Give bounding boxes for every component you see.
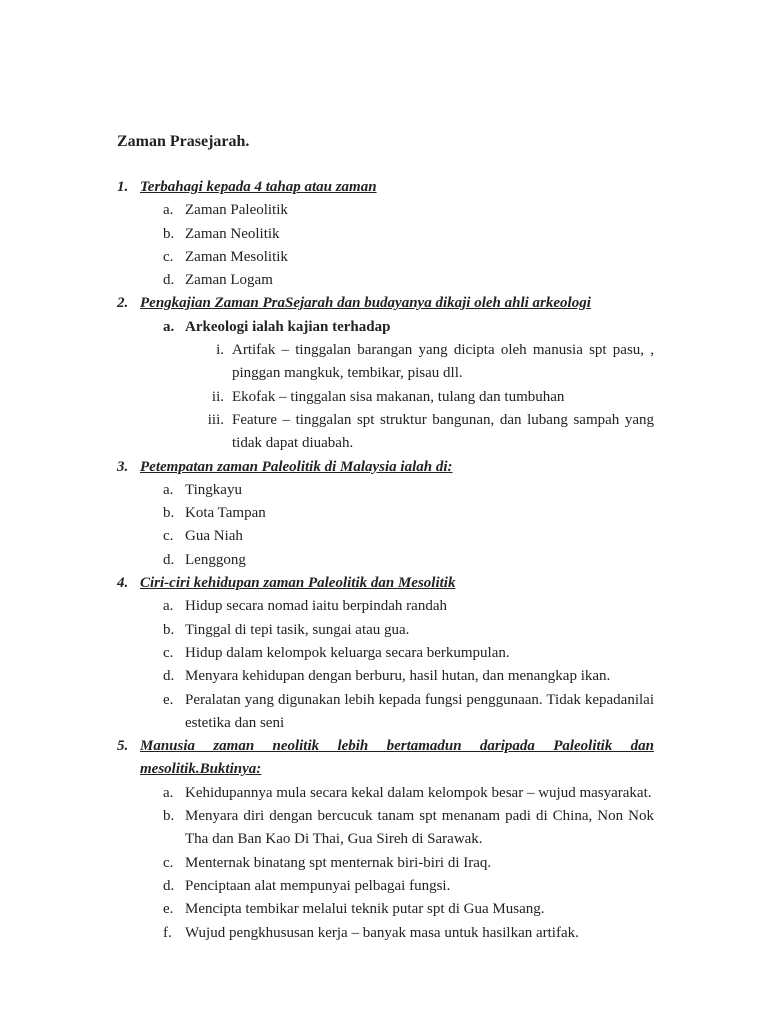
item-numeral: i. xyxy=(216,342,224,359)
list-item xyxy=(140,852,654,875)
list-item xyxy=(140,898,654,921)
sub-list xyxy=(140,782,654,945)
item-letter: f. xyxy=(163,924,172,941)
item-text: Lenggong xyxy=(185,551,246,568)
item-text: Tinggal di tepi tasik, sungai atau gua. xyxy=(185,621,410,638)
item-letter: e. xyxy=(163,901,174,918)
item-letter: b. xyxy=(163,621,175,638)
item-text: Hidup secara nomad iaitu berpindah randah xyxy=(185,598,447,615)
roman-list xyxy=(140,339,654,455)
list-item xyxy=(140,525,654,548)
list-item xyxy=(140,316,654,456)
item-text: Kehidupannya mula secara kekal dalam kelompok besar – wujud masyarakat. xyxy=(185,784,652,801)
item-text: Kota Tampan xyxy=(185,505,266,522)
item-letter: d. xyxy=(163,668,175,685)
item-text: Feature – tinggalan spt struktur bangunan, dan lubang sampah yang tidak dapat diuabah. xyxy=(232,411,654,452)
item-text: Penciptaan alat mempunyai pelbagai fungsi. xyxy=(185,877,451,894)
section-number: 5. xyxy=(117,738,129,755)
section-3 xyxy=(117,456,654,572)
section-2 xyxy=(117,292,654,455)
section-1 xyxy=(117,176,654,292)
section-heading: Terbahagi kepada 4 tahap atau zaman xyxy=(140,179,377,195)
item-text: Wujud pengkhususan kerja – banyak masa untuk hasilkan artifak. xyxy=(185,924,579,941)
item-text: Zaman Logam xyxy=(185,272,273,289)
section-number: 3. xyxy=(117,458,129,475)
item-letter: b. xyxy=(163,505,175,522)
item-text: Menyara diri dengan bercucuk tanam spt menanam padi di China, Non Nok Tha dan Ban Kao Di Thai, Gua Sireh di Sarawak. xyxy=(185,808,654,848)
item-letter: c. xyxy=(163,528,174,545)
list-item xyxy=(140,339,654,386)
list-item xyxy=(140,782,654,805)
item-letter: d. xyxy=(163,272,175,289)
list-item xyxy=(140,549,654,572)
item-text: Mencipta tembikar melalui teknik putar spt di Gua Musang. xyxy=(185,901,545,918)
item-letter: c. xyxy=(163,854,174,871)
sub-list xyxy=(140,479,654,572)
list-item xyxy=(140,502,654,525)
item-text: Gua Niah xyxy=(185,528,243,545)
item-letter: a. xyxy=(163,318,175,335)
sub-list xyxy=(140,595,654,735)
document-body xyxy=(117,176,654,945)
item-text: Zaman Neolitik xyxy=(185,225,280,242)
section-5 xyxy=(117,735,654,945)
section-number: 1. xyxy=(117,179,129,195)
section-number: 2. xyxy=(117,295,129,312)
item-text: Menyara kehidupan dengan berburu, hasil hutan, dan menangkap ikan. xyxy=(185,668,611,685)
list-item xyxy=(140,595,654,618)
item-letter: a. xyxy=(163,598,174,615)
item-text: Peralatan yang digunakan lebih kepada fungsi penggunaan. Tidak kepadanilai estetika dan seni xyxy=(185,691,654,731)
item-letter: c. xyxy=(163,644,174,661)
document-title: Zaman Prasejarah. xyxy=(117,133,250,150)
list-item xyxy=(140,246,654,269)
sub-list xyxy=(140,199,654,292)
item-letter: a. xyxy=(163,202,174,219)
section-heading: Manusia zaman neolitik lebih bertamadun daripada Paleolitik dan mesolitik.Buktinya: xyxy=(140,738,654,778)
list-item xyxy=(140,922,654,945)
list-item xyxy=(140,409,654,456)
item-letter: d. xyxy=(163,551,175,568)
section-number: 4. xyxy=(117,575,129,592)
list-item xyxy=(140,689,654,736)
item-text: Zaman Mesolitik xyxy=(185,248,288,265)
item-letter: b. xyxy=(163,225,175,242)
item-text: Artifak – tinggalan barangan yang dicipta oleh manusia spt pasu, , pinggan mangkuk, tembikar, pisau dll. xyxy=(232,342,654,382)
item-text: Ekofak – tinggalan sisa makanan, tulang dan tumbuhan xyxy=(232,388,565,405)
sub-list xyxy=(140,316,654,456)
item-text: Tingkayu xyxy=(185,481,242,498)
item-letter: a. xyxy=(163,784,174,801)
item-numeral: ii. xyxy=(211,388,224,405)
item-letter: d. xyxy=(163,877,175,894)
list-item xyxy=(140,875,654,898)
list-item xyxy=(140,269,654,292)
item-letter: c. xyxy=(163,248,174,265)
item-text: Hidup dalam kelompok keluarga secara berkumpulan. xyxy=(185,644,510,661)
list-item xyxy=(140,665,654,688)
section-heading: Ciri-ciri kehidupan zaman Paleolitik dan Mesolitik xyxy=(140,575,456,592)
list-item xyxy=(140,642,654,665)
section-list xyxy=(117,176,654,945)
section-heading: Pengkajian Zaman PraSejarah dan budayanya dikaji oleh ahli arkeologi xyxy=(140,295,591,312)
list-item xyxy=(140,386,654,409)
list-item xyxy=(140,619,654,642)
item-letter: e. xyxy=(163,691,174,708)
item-text: Zaman Paleolitik xyxy=(185,202,288,219)
item-letter: b. xyxy=(163,808,175,825)
item-letter: a. xyxy=(163,481,174,498)
list-item xyxy=(140,805,654,852)
list-item xyxy=(140,199,654,222)
item-text: Menternak binatang spt menternak biri-biri di Iraq. xyxy=(185,854,492,871)
section-4 xyxy=(117,572,654,735)
list-item xyxy=(140,223,654,246)
item-text: Arkeologi ialah kajian terhadap xyxy=(185,318,391,335)
list-item xyxy=(140,479,654,502)
section-heading: Petempatan zaman Paleolitik di Malaysia ialah di: xyxy=(140,458,453,475)
item-numeral: iii. xyxy=(207,411,224,428)
